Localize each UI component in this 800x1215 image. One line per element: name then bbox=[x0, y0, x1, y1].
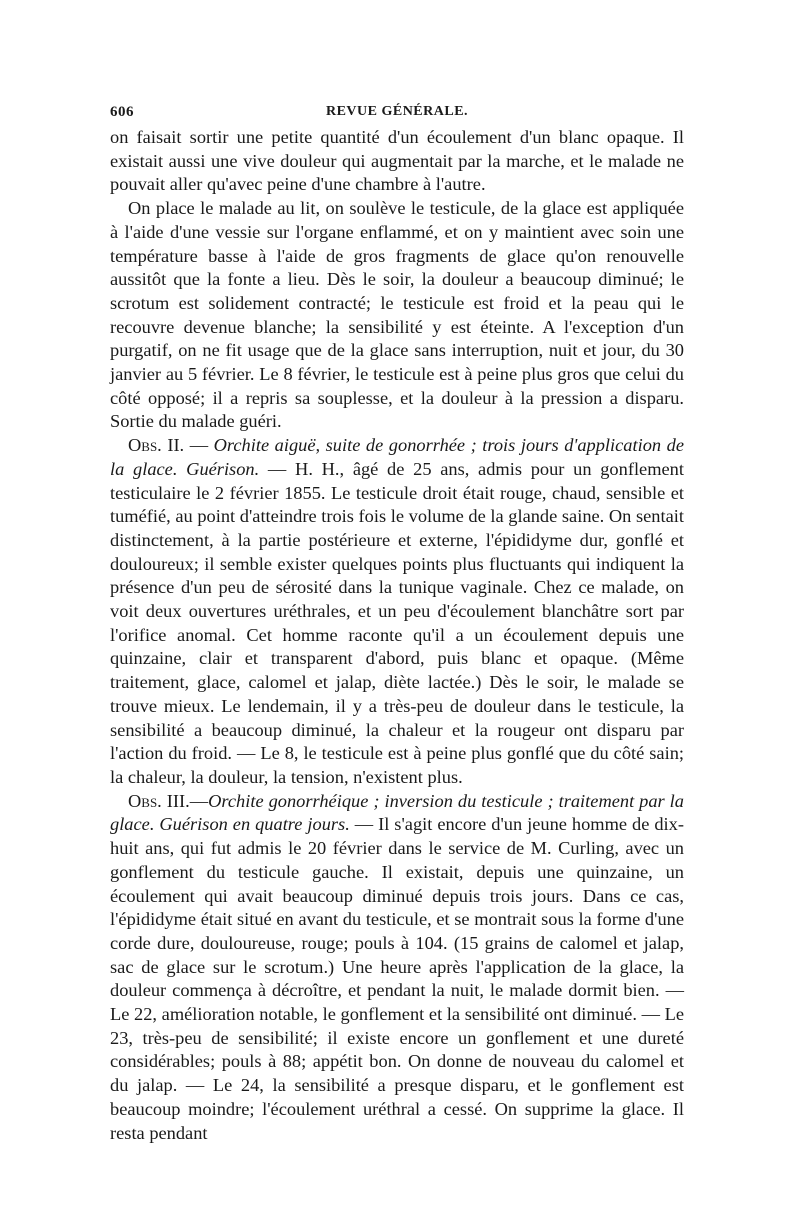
observation-text: — H. H., âgé de 25 ans, admis pour un gonflement testiculaire le 2 février 1855. Le testicule droit était rouge, chaud, sensible et tuméfié, au point d'atteindre trois fois le volume de la glande saine. On sentait distinctement, à la partie postérieure et externe, l'épididyme dur, gonflé et douloureux; il semble exister quelques points plus fluctuants qui indiquent la présence d'un peu de sérosité dans la tunique vaginale. Chez ce malade, on voit deux ouvertures uréthrales, et un peu d'écoulement blanchâtre sort par l'orifice anomal. Cet homme raconte qu'il a un écoulement depuis une quinzaine, clair et transparent d'abord, puis blanc et opaque. (Même traitement, glace, calomel et jalap, diète lactée.) Dès le soir, le malade se trouve mieux. Le lendemain, il y a très-peu de douleur dans le testicule, la sensibilité a beaucoup diminué, la chaleur et la rougeur ont disparu par l'action du froid. — Le 8, le testicule est à peine plus gonflé que du côté sain; la chaleur, la douleur, la tension, n'existent plus. bbox=[110, 458, 684, 787]
page-number: 606 bbox=[110, 104, 134, 120]
observation-label: Obs. III.— bbox=[128, 790, 209, 811]
paragraph-continuation: on faisait sortir une petite quantité d'un écoulement d'un blanc opaque. Il existait aussi une vive douleur qui augmentait par la marche, et le malade ne pouvait aller qu'avec peine d'une chambre à l'autre. bbox=[110, 127, 684, 195]
running-head bbox=[110, 98, 684, 126]
journal-title: REVUE GÉNÉRALE. bbox=[325, 104, 469, 119]
observation-title: Orchite gonorrhéique ; inversion du testicule ; traitement par la glace. Guérison en quatre jours. bbox=[110, 790, 684, 835]
paragraph-observation-2 bbox=[110, 434, 684, 790]
observation-title: Orchite aiguë, suite de gonorrhée ; trois jours d'application de la glace. Guérison. bbox=[110, 435, 684, 479]
observation-label: Obs. II. — bbox=[128, 435, 214, 456]
paragraph-observation-3 bbox=[110, 790, 684, 1146]
document-page bbox=[110, 98, 684, 1145]
observation-text: — Il s'agit encore d'un jeune homme de dix-huit ans, qui fut admis le 20 février dans le service de M. Curling, avec un gonflement du testicule gauche. Il existait, depuis une quinzaine, un écoulement qui avait beaucoup diminué depuis trois jours. Dans ce cas, l'épididyme était situé en avant du testicule, et se montrait sous la forme d'une corde dure, douloureuse, rouge; pouls à 104. (15 grains de calomel et jalap, sac de glace sur le scrotum.) Une heure après l'application de la glace, la douleur commença à décroître, et pendant la nuit, le malade dormit bien. — Le 22, amélioration notable, le gonflement et la sensibilité ont diminué. — Le 23, très-peu de sensibilité; il existe encore un gonflement et une dureté considérables; pouls à 88; appétit bon. On donne de nouveau du calomel et du jalap. — Le 24, la sensibilité a presque disparu, et le gonflement est beaucoup moindre; l'écoulement uréthral a cessé. On supprime la glace. Il resta pendant bbox=[110, 814, 684, 1143]
body-text bbox=[110, 126, 684, 1145]
paragraph-treatment: On place le malade au lit, on soulève le testicule, de la glace est appliquée à l'aide d'une vessie sur l'organe enflammé, et on y maintient avec soin une température basse à l'aide de gros fragments de glace qu'on renouvelle aussitôt que la fonte a lieu. Dès le soir, la douleur a beaucoup diminué; le scrotum est solidement contracté; le testicule est froid et la peau qui le recouvre devenue blanche; la sensibilité y est éteinte. A l'exception d'un purgatif, on ne fit usage que de la glace sans interruption, nuit et jour, du 30 janvier au 5 février. Le 8 février, le testicule est à peine plus gros que celui du côté opposé; il a repris sa souplesse, et la douleur à la pression a disparu. Sortie du malade guéri. bbox=[110, 198, 684, 432]
